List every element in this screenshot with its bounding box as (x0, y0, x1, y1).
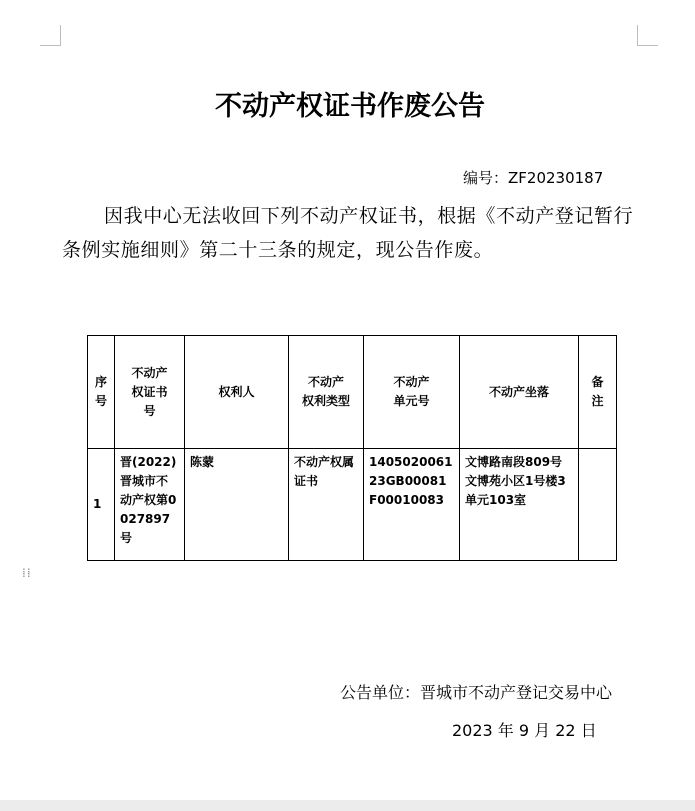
page-gap (0, 800, 695, 811)
cell-right-type: 不动产权属证书 (289, 449, 364, 561)
header-holder: 权利人 (185, 336, 289, 449)
table-move-handle-icon[interactable]: ⁞⁞ (22, 566, 32, 580)
cell-location: 文博路南段809号文博苑小区1号楼3单元103室 (460, 449, 579, 561)
notice-title: 不动产权证书作废公告 (215, 91, 485, 122)
issuer-line: 公告单位：晋城市不动产登记交易中心 (340, 683, 613, 702)
header-cert-no: 不动产 权证书 号 (115, 336, 185, 449)
cell-holder: 陈蒙 (185, 449, 289, 561)
table-header-row (88, 336, 617, 449)
issue-date: 2023 年 9 月 22 日 (452, 721, 597, 740)
page-corner-mark-top-left (40, 25, 61, 46)
cell-unit-no: 140502006123GB00081F00010083 (364, 449, 460, 561)
page-corner-mark-top-right (637, 25, 658, 46)
header-remark: 备 注 (579, 336, 617, 449)
cell-cert-no: 晋(2022)晋城市不动产权第0027897号 (115, 449, 185, 561)
header-location: 不动产坐落 (460, 336, 579, 449)
certificate-table (87, 335, 617, 561)
table-row (88, 449, 617, 561)
header-index: 序 号 (88, 336, 115, 449)
notice-body: 因我中心无法收回下列不动产权证书，根据《不动产登记暂行条例实施细则》第二十三条的规定，现公告作废。 (62, 205, 634, 261)
cell-index: 1 (88, 449, 115, 561)
cell-remark (579, 449, 617, 561)
serial-number: 编号：ZF20230187 (463, 169, 604, 187)
header-unit-no: 不动产 单元号 (364, 336, 460, 449)
header-right-type: 不动产 权利类型 (289, 336, 364, 449)
